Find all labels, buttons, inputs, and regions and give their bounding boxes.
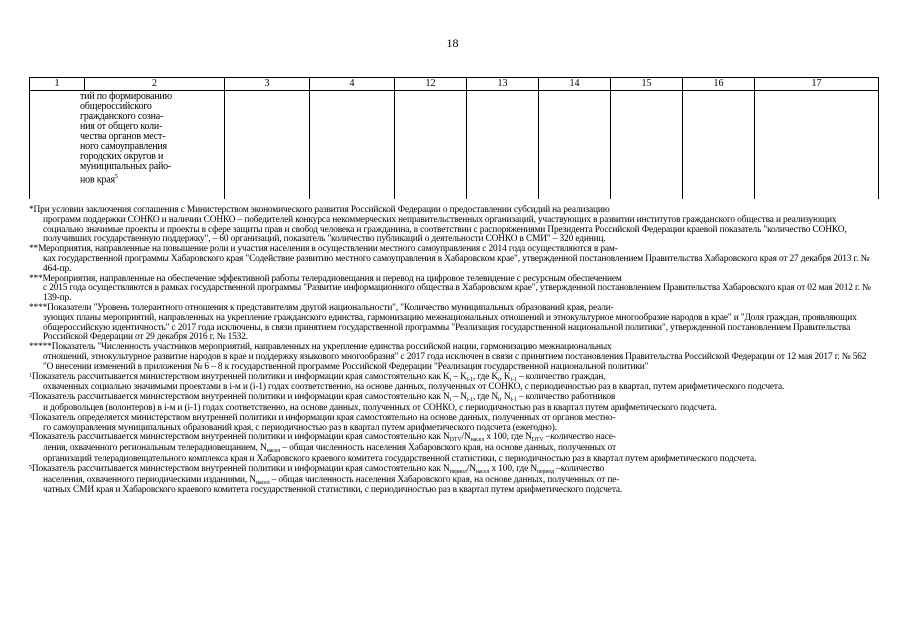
footnote-text: /N [466,463,476,474]
cell-line: гражданского созна- [80,111,164,122]
footnote-text: Показатель рассчитывается министерством внутренней политики и информации края самостоятельно как N [31,392,450,403]
table-cell [539,91,611,200]
footnote-text: –количество [554,463,605,474]
footnote-text: , N [499,392,511,403]
note-3-continued: с 2015 года осуществляются в рамках государственной программы "Развитие информационного общества в Хабаровском крае", утвержденной постановлением Правительства Хабаровского края от 02 мая 2012 г. № 139-пр. [43,283,871,304]
cell-line-text: нов края [80,174,115,186]
footnote-3 [29,414,878,424]
header-cell: 15 [611,78,683,91]
note-4 [29,304,878,314]
formula-subscript: насел [470,437,485,444]
indicator-table [29,77,879,199]
cell-line: ного самоуправления [80,141,167,152]
footnote-mark: 1 [29,372,32,379]
footnote-5-continued: чатных СМИ края и Хабаровского краевого комитета государственной статистики, с периодичностью раз в квартал путем арифметического подсчета. [43,485,623,496]
footnote-3-continued: го самоуправления муниципальных образований края, с периодичностью раз в квартал путем арифметического подсчета (ежегодно). [43,422,557,433]
cell-line: муниципальных райо- [80,161,172,172]
footnote-text: – K [451,371,467,382]
note-5-continued: отношений, этнокультурное развитие народов в крае и поддержку языкового многообразия" с 2017 года исключен в связи с принятием постановления Правительства Российской Федерации от 12 мая 2017 г. № 562 "О внесении изменений в приложения № 6 – 8 к государственной программе Российской Федерации "Реализация государственной национальной политики" [43,351,867,372]
footnote-ref: 5 [114,174,118,180]
footnote-mark: 2 [29,393,32,400]
footnote-4 [29,433,878,444]
table-header-row [30,78,879,91]
formula-subscript: насел [475,468,490,475]
header-cell: 12 [395,78,467,91]
footnote-1 [29,373,878,384]
footnote-text: , где K [472,371,498,382]
indicator-name-text [30,91,224,185]
cell-line: тий по формированию [80,91,172,102]
cell-line: общероссийского [80,101,152,112]
footnote-text: – N [451,392,467,403]
footnote-text: , K [499,371,511,382]
table-cell [755,91,879,200]
note-2-continued: ках государственной программы Хабаровского края "Содействие развитию местного самоуправления в Хабаровском крае", утвержденной постановлением Правительства Хабаровского края от 27 декабря 2013 г. № 464-пр. [43,253,870,274]
cell-line [80,172,224,185]
note-1-continued: программ поддержки СОНКО и наличии СОНКО – победителей конкурса некоммерческих неправительственных организаций, участвующих в развитии институтов гражданского общества и реализующих социально значимые проекты и проекты в сфере защиты прав и свобод человека и гражданина, в соответствии с распоряжениями Президента Российской Федерации краевой показатель "количество СОНКО, получивших государственную поддержку", – 60 организаций, показатель "количество публикаций о деятельности СОНКО в СМИ" – 320 единиц. [43,214,847,245]
footnote-text: –количество насе- [543,432,616,443]
footnote-text: х 100, где N [484,432,532,443]
formula-subscript: i [449,376,452,383]
note-text: Показатель "Численность участников мероприятий, направленных на укрепление единства российской нации, гармонизацию межнациональных [51,342,612,353]
table-cell [683,91,755,200]
note-text: Мероприятия, направленные на обеспечение эффективной работы телерадиовещания и перевод на цифровое телевидение с ресурсным обеспечением [42,273,622,284]
header-cell: 14 [539,78,611,91]
footnote-text: – общая численность населения Хабаровского края, на основе данных, полученных от [280,443,616,454]
formula-subscript: DTV [449,437,462,444]
footnote-text: – общая численность населения Хабаровского края, на основе данных, полученных от пе- [269,474,620,485]
note-3 [29,275,878,285]
note-2 [29,245,878,255]
footnote-4-continued: организаций телерадиовещательного комплекса края и Хабаровского краевого комитета государственной статистики, с периодичностью раз в квартал путем арифметического подсчета. [43,453,757,464]
cell-line: городских округов и [80,151,164,162]
note-1 [29,206,878,216]
footnote-text: Показатель рассчитывается министерством внутренней политики и информации края самостоятельно как K [31,371,450,382]
formula-subscript: периол [449,468,467,475]
footnote-text: населения, охваченного периодическими изданиями, N [43,474,256,485]
footnote-text: Показатель рассчитывается министерством внутренней политики и информации края самостоятельно как N [31,463,450,474]
formula-subscript: период [536,468,555,475]
note-mark: ** [29,244,39,255]
note-5 [29,343,878,353]
cell-line: чества органов мест- [80,131,166,142]
formula-subscript: i [497,397,500,404]
formula-subscript: i-1 [510,376,517,383]
cell-line: ния от общего коли- [80,121,163,132]
footnote-mark: 3 [29,413,32,420]
note-text: При условии заключения соглашения с Министерством экономического развития Российской Федерации о предоставлении субсидий на реализацию [33,205,610,215]
footnote-text: /N [461,432,471,443]
formula-subscript: насел [266,448,281,455]
footnotes [29,206,878,496]
header-cell: 13 [467,78,539,91]
note-mark: **** [29,302,48,313]
formula-subscript: DTV [531,437,544,444]
note-mark: * [29,205,34,215]
footnote-mark: 4 [29,433,32,440]
footnote-text: Показатель определяется министерством внутренней политики и информации края самостоятельно на основе данных, полученных от органов местно- [31,412,616,423]
formula-subscript: i-1 [466,397,473,404]
footnote-mark: 5 [29,464,32,471]
header-cell: 17 [755,78,879,91]
table-cell [310,91,395,200]
footnote-1-continued: охваченных социально значимыми проектами в i-м и (i-1) годах соответственно, на основе данных, полученных от СОНКО, с периодичностью раз в квартал, путем арифметического подсчета. [43,382,785,393]
header-cell: 2 [85,78,225,91]
footnote-text: Показатель рассчитывается министерством внутренней политики и информации края самостоятельно как N [31,432,450,443]
table-cell [467,91,539,200]
formula-subscript: насел [255,479,270,486]
header-cell: 4 [310,78,395,91]
formula-subscript: i [449,397,452,404]
header-cell: 1 [30,78,85,91]
table-cell [611,91,683,200]
note-mark: ***** [29,342,52,353]
footnote-text: х 100, где N [489,463,537,474]
footnote-2 [29,393,878,404]
formula-subscript: i [497,376,500,383]
footnote-text: – количество граждан, [516,371,606,382]
table-cell [225,91,310,200]
footnote-2-continued: и добровольцев (волонтеров) в i-м и (i-1) годах соответственно, на основе данных, полученных от СОНКО, с периодичностью раз в квартал путем арифметического подсчета. [43,402,717,413]
table-row [30,91,879,200]
table-cell [395,91,467,200]
footnote-text: – количество работников [516,392,616,403]
formula-subscript: i-1 [466,376,473,383]
note-text: Мероприятия, направленные на повышение роли и участия населения в осуществлении местного самоуправления с 2014 года осуществляются в рам- [38,244,618,255]
footnote-text: , где N [472,392,498,403]
header-cell: 3 [225,78,310,91]
formula-subscript: i-1 [510,397,517,404]
footnote-text: ления, охваченного региональным телерадиовещанием, N [43,443,267,454]
indicator-name-cell [30,91,225,200]
note-text: Показатели "Уровень толерантного отношения к представителям другой национальности", "Количество муниципальных образований края, реали- [47,302,614,313]
footnote-5 [29,465,878,476]
header-cell: 16 [683,78,755,91]
page-number: 18 [446,36,459,50]
note-4-continued: зующих планы мероприятий, направленных на укрепление гражданского единства, гармонизацию межнациональных отношений и этнокультурное многообразие народов в крае" и "Доля граждан, проявляющих общероссийскую идентичность" с 2017 года исключены, в связи принятием государственной программы "Реализация государственной национальной политики", утвержденной постановлением Правительства Российской Федерации от 29 декабря 2016 г. № 1532. [43,312,857,343]
note-mark: *** [29,273,43,284]
